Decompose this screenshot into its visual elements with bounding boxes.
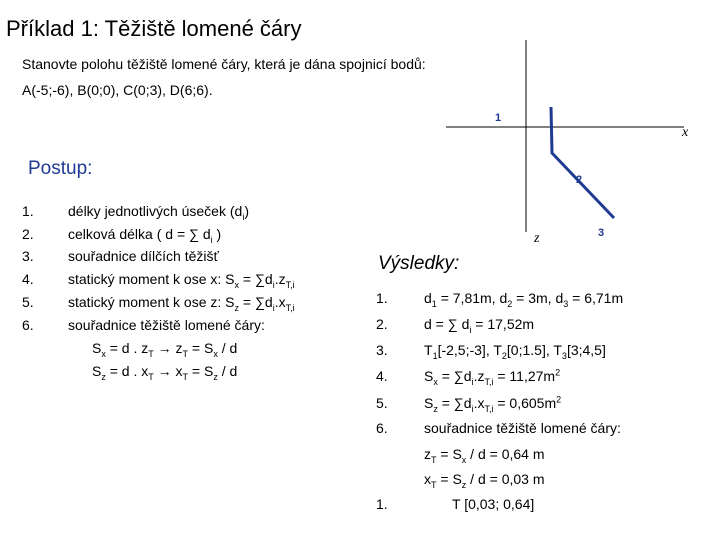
step-number: 3.: [22, 248, 34, 264]
result-formula: $x_T = S_z / d = 0,03$ m: [424, 471, 545, 490]
task-text-line-2: A(-5;-6), B(0;0), C(0;3), D(6;6).: [22, 82, 213, 98]
result-text: T [0,03; 0,64]: [452, 496, 535, 512]
step-text: celková délka ( d = ∑ $d_i$ ): [68, 226, 222, 245]
formula-line: $S_z = d$ . $x_T \to x_T = S_z / d$: [92, 363, 238, 382]
result-formula: $z_T = S_x / d = 0,64$ m: [424, 446, 545, 465]
result-number: 1.: [376, 496, 388, 512]
results-heading: Výsledky:: [378, 253, 460, 274]
result-number: 1.: [376, 290, 388, 306]
step-number: 1.: [22, 203, 34, 219]
step-number: 5.: [22, 294, 34, 310]
step-number: 2.: [22, 226, 34, 242]
step-number: 6.: [22, 317, 34, 333]
page-title: Příklad 1: Těžiště lomené čáry: [6, 16, 302, 41]
result-number: 3.: [376, 342, 388, 358]
result-text: $d_1 = 7,81m$, $d_2 = 3m$, $d_3 = 6,71m$: [424, 290, 624, 309]
step-text: souřadnice dílčích těžišť: [68, 248, 219, 264]
result-text: $S_z = \sum d_i.x_{T,i} = 0,605m^2$: [424, 394, 562, 414]
broken-line: [551, 107, 614, 218]
step-text: statický moment k ose x: $S_x = \sum d_i.z_{T,i}$: [68, 271, 295, 290]
axis-x-label: x: [682, 125, 689, 140]
step-text: souřadnice těžiště lomené čáry:: [68, 317, 265, 333]
result-number: 4.: [376, 368, 388, 384]
task-text-line-1: Stanovte polohu těžiště lomené čáry, která je dána spojnicí bodů:: [22, 56, 426, 72]
result-text: souřadnice těžiště lomené čáry:: [424, 420, 621, 436]
result-text: $T_1[-2,5;-3]$, $T_2[0;1.5]$, $T_3[3;4,5]$: [424, 342, 606, 361]
result-text: $S_x = \sum d_i.z_{T,i} = 11,27m^2$: [424, 367, 561, 387]
point-label-3: 3: [598, 227, 605, 239]
step-text: délky jednotlivých úseček $(d_i)$: [68, 203, 249, 222]
result-text: d = ∑ $d_i = 17,52m$: [424, 316, 535, 335]
result-number: 5.: [376, 395, 388, 411]
result-number: 2.: [376, 316, 388, 332]
point-label-2: 2: [576, 174, 583, 186]
point-label-1: 1: [495, 112, 502, 124]
axis-z-label: z: [534, 231, 540, 246]
step-text: statický moment k ose z: $S_z = \sum d_i.x_{T,i}$: [68, 294, 295, 313]
step-number: 4.: [22, 271, 34, 287]
procedure-heading: Postup:: [28, 158, 93, 179]
result-number: 6.: [376, 420, 388, 436]
formula-line: $S_x = d$ . $z_T \to z_T = S_x / d$: [92, 340, 238, 359]
